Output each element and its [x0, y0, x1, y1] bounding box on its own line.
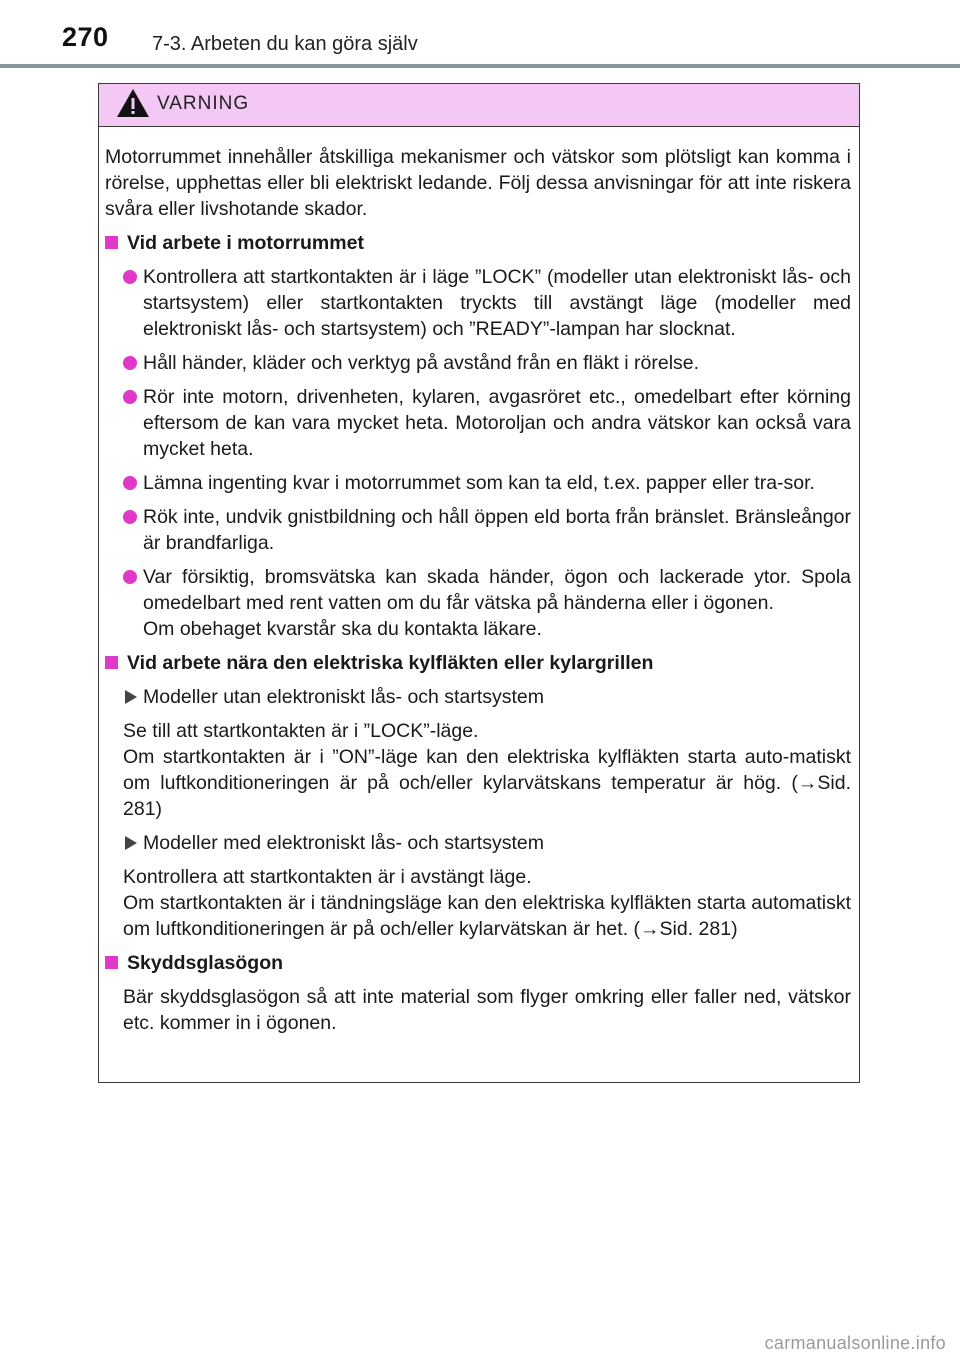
list-item: Var försiktig, bromsvätska kan skada händer, ögon och lackerade ytor. Spola omedelbart med rent vatten om du får vätska på händerna eller i ögonen. Om obehaget kvarstår ska du kontakta läkare.: [105, 564, 851, 642]
warning-box: [98, 83, 860, 1083]
triangle-bullet-icon: [125, 836, 137, 850]
list-item: Håll händer, kläder och verktyg på avstånd från en fläkt i rörelse.: [105, 350, 851, 376]
warning-intro: Motorrummet innehåller åtskilliga mekanismer och vätskor som plötsligt kan komma i rörelse, upphettas eller bli elektriskt ledande. Följ dessa anvisningar för att inte riskera svåra eller livshotande skador.: [105, 146, 851, 220]
paragraph: Se till att startkontakten är i ”LOCK”-läge. Om startkontakten är i ”ON”-läge kan den elektriska kylfläkten starta auto-matiskt om luftkonditioneringen är på och/eller kylarvätskans temperatur är hög. (→Sid. 281): [123, 720, 851, 820]
warning-body: [99, 127, 859, 1036]
circle-bullet-icon: [123, 356, 137, 370]
sub-heading: Modeller med elektroniskt lås- och startsystem: [105, 830, 851, 856]
page-number: 270: [62, 22, 109, 52]
circle-bullet-icon: [123, 390, 137, 404]
section-heading: Skyddsglasögon: [105, 950, 851, 976]
triangle-bullet-icon: [125, 690, 137, 704]
square-bullet-icon: [105, 236, 118, 249]
circle-bullet-icon: [123, 570, 137, 584]
square-bullet-icon: [105, 656, 118, 669]
list-item: Rör inte motorn, drivenheten, kylaren, avgasröret etc., omedelbart efter körning eftersom de kan vara mycket heta. Motoroljan och andra vätskor kan också vara mycket heta.: [105, 384, 851, 462]
sub-heading: Modeller utan elektroniskt lås- och startsystem: [105, 684, 851, 710]
warning-label: VARNING: [157, 93, 250, 114]
section-title: 7-3. Arbeten du kan göra själv: [152, 33, 418, 55]
warning-triangle-icon: [116, 88, 150, 118]
square-bullet-icon: [105, 956, 118, 969]
warning-header: [99, 84, 859, 127]
circle-bullet-icon: [123, 510, 137, 524]
section-heading: Vid arbete i motorrummet: [105, 230, 851, 256]
circle-bullet-icon: [123, 270, 137, 284]
paragraph: Kontrollera att startkontakten är i avstängt läge. Om startkontakten är i tändningsläge kan den elektriska kylfläkten starta automatiskt om luftkonditioneringen är på och/eller kylarvätskan är het. (→Sid. 281): [123, 866, 851, 940]
header-divider: [0, 64, 960, 68]
circle-bullet-icon: [123, 476, 137, 490]
watermark: carmanualsonline.info: [764, 1333, 946, 1353]
section-heading: Vid arbete nära den elektriska kylfläkten eller kylargrillen: [105, 650, 851, 676]
list-item: Kontrollera att startkontakten är i läge ”LOCK” (modeller utan elektroniskt lås- och startsystem) eller startkontakten tryckts till avstängt läge (modeller med elektroniskt lås- och startsystem) och ”READY”-lampan har slocknat.: [105, 264, 851, 342]
list-item: Rök inte, undvik gnistbildning och håll öppen eld borta från bränslet. Bränsleångor är brandfarliga.: [105, 504, 851, 556]
paragraph: Bär skyddsglasögon så att inte material som flyger omkring eller faller ned, vätskor etc. kommer in i ögonen.: [123, 986, 851, 1034]
list-item: Lämna ingenting kvar i motorrummet som kan ta eld, t.ex. papper eller tra-sor.: [105, 470, 851, 496]
page-header: [0, 0, 960, 70]
